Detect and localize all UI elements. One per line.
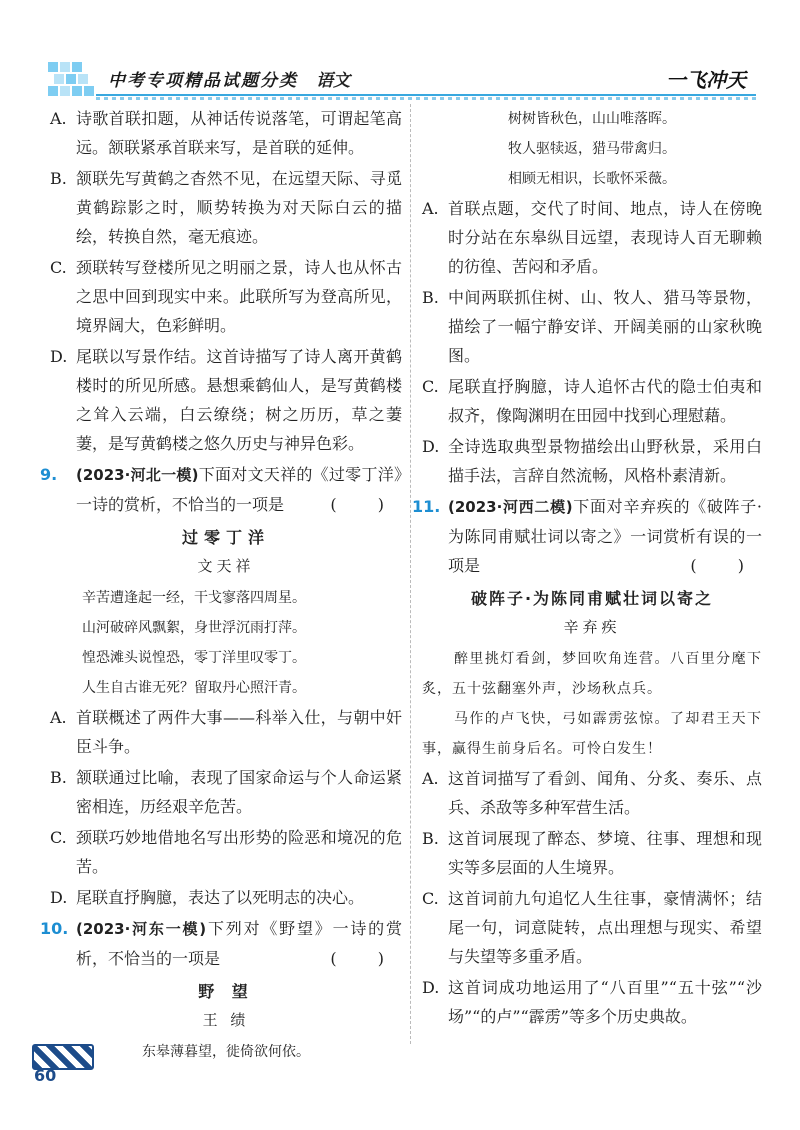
- left-column: [40, 104, 402, 1067]
- q10-poem-line: 树树皆秋色，山山唯落晖。: [508, 111, 676, 127]
- q9-poem-line: 惶恐滩头说惶恐，零丁洋里叹零丁。: [82, 650, 306, 666]
- header-rule: [96, 94, 756, 96]
- q8-option-a[interactable]: A. 诗歌首联扣题，从神话传说落笔，可谓起笔高远。颔联紧承首联来写，是首联的延伸。: [50, 109, 402, 157]
- q10-poem-line: 牧人驱犊返，猎马带禽归。: [508, 141, 676, 157]
- q11-option-b[interactable]: B. 这首词展现了醉态、梦境、往事、理想和现实等多层面的人生境界。: [422, 829, 762, 877]
- q9-source: (2023·河北一模): [76, 466, 199, 484]
- header-decor-squares: [48, 58, 98, 98]
- q9-option-d[interactable]: D. 尾联直抒胸臆，表达了以死明志的决心。: [50, 888, 365, 907]
- q10-poem-line: 东皋薄暮望，徙倚欲何依。: [142, 1044, 310, 1060]
- q9-poem-line: 辛苦遭逢起一经，干戈寥落四周星。: [82, 590, 306, 606]
- page-number: 60: [34, 1066, 57, 1085]
- right-column: [412, 104, 762, 1033]
- q11-option-d[interactable]: D. 这首词成功地运用了“八百里”“五十弦”“沙场”“的卢”“霹雳”等多个历史典故。: [422, 978, 762, 1026]
- column-divider: [410, 104, 411, 1044]
- q8-option-b[interactable]: B. 颔联先写黄鹤之杳然不见，在远望天际、寻觅黄鹤踪影之时，顺势转换为对天际白云的描绘，转换自然，毫无痕迹。: [50, 169, 402, 246]
- q9-option-b[interactable]: B. 颔联通过比喻，表现了国家命运与个人命运紧密相连，历经艰辛危苦。: [50, 768, 402, 816]
- q10-option-a[interactable]: A. 首联点题，交代了时间、地点，诗人在傍晚时分站在东皋纵目远望，表现诗人百无聊赖的彷徨、苦闷和矛盾。: [422, 199, 762, 276]
- q8-option-d[interactable]: D. 尾联以写景作结。这首诗描写了诗人离开黄鹤楼时的所见所感。悬想乘鹤仙人，是写黄鹤楼之耸入云端，白云缭绕；树之历历，草之萋萋，是写黄鹤楼之悠久历史与神异色彩。: [50, 347, 402, 453]
- q9-poem-title: 过零丁洋: [181, 528, 270, 547]
- header-title: 中考专项精品试题分类: [108, 71, 298, 91]
- q10-poem-line: 相顾无相识，长歌怀采薇。: [508, 171, 676, 187]
- q10-option-b[interactable]: B. 中间两联抓住树、山、牧人、猎马等景物，描绘了一幅宁静安详、开阔美丽的山家秋晚图。: [422, 288, 762, 365]
- q9-option-c[interactable]: C. 颈联巧妙地借地名写出形势的险恶和境况的危苦。: [50, 828, 402, 876]
- q11-ci-paragraph: 马作的卢飞快，弓如霹雳弦惊。了却君王天下事，赢得生前身后名。可怜白发生！: [422, 711, 762, 757]
- q9-stem: 9. (2023·河北一模)下面对文天祥的《过零丁洋》一诗的赏析，不恰当的一项是 ( ): [50, 460, 402, 519]
- q11-source: (2023·河西二模): [448, 498, 573, 516]
- header-dotted-rule: [96, 97, 756, 100]
- q11-answer-blank[interactable]: ( ): [690, 556, 762, 575]
- q8-option-c[interactable]: C. 颈联转写登楼所见之明丽之景，诗人也从怀古之思中回到现实中来。此联所写为登高所见，境界阔大，色彩鲜明。: [50, 258, 402, 335]
- q10-stem: 10. (2023·河东一模)下列对《野望》一诗的赏析，不恰当的一项是 ( ): [50, 914, 402, 973]
- q10-answer-blank[interactable]: ( ): [330, 949, 402, 968]
- header-brand-logo: 一飞冲天: [666, 68, 746, 92]
- q11-ci-title: 破阵子·为陈同甫赋壮词以寄之: [470, 589, 714, 608]
- q9-number: 9.: [40, 465, 58, 484]
- q11-ci-author: 辛弃疾: [563, 618, 621, 636]
- header-subject: 语文: [316, 71, 350, 91]
- q9-answer-blank[interactable]: ( ): [330, 495, 402, 514]
- page-footer: [28, 1044, 98, 1090]
- q11-ci-paragraph: 醉里挑灯看剑，梦回吹角连营。八百里分麾下炙，五十弦翻塞外声，沙场秋点兵。: [422, 651, 762, 697]
- q9-poem-line: 山河破碎风飘絮，身世浮沉雨打萍。: [82, 620, 306, 636]
- q9-option-a[interactable]: A. 首联概述了两件大事——科举入仕，与朝中奸臣斗争。: [50, 708, 402, 756]
- q10-option-d[interactable]: D. 全诗选取典型景物描绘出山野秋景，采用白描手法，言辞自然流畅，风格朴素清新。: [422, 437, 762, 485]
- q10-source: (2023·河东一模): [76, 920, 207, 938]
- q10-option-c[interactable]: C. 尾联直抒胸臆，诗人追怀古代的隐士伯夷和叔齐，像陶渊明在田园中找到心理慰藉。: [422, 377, 762, 425]
- q9-poem-line: 人生自古谁无死？留取丹心照汗青。: [82, 680, 306, 696]
- q11-stem: 11. (2023·河西二模)下面对辛弃疾的《破阵子·为陈同甫赋壮词以寄之》一词赏析有误的一项是 ( ): [422, 492, 762, 580]
- page-header: [0, 0, 800, 100]
- q9-poem-author: 文天祥: [197, 557, 255, 575]
- q10-poem-title: 野 望: [198, 982, 254, 1001]
- q11-number: 11.: [412, 497, 441, 516]
- q11-option-a[interactable]: A. 这首词描写了看剑、闻角、分炙、奏乐、点兵、杀敌等多种军营生活。: [422, 769, 762, 817]
- q11-option-c[interactable]: C. 这首词前九句追忆人生往事，豪情满怀；结尾一句，词意陡转，点出理想与现实、希望与失望等多重矛盾。: [422, 889, 762, 966]
- q10-poem-author: 王 绩: [202, 1011, 250, 1029]
- q10-number: 10.: [40, 919, 69, 938]
